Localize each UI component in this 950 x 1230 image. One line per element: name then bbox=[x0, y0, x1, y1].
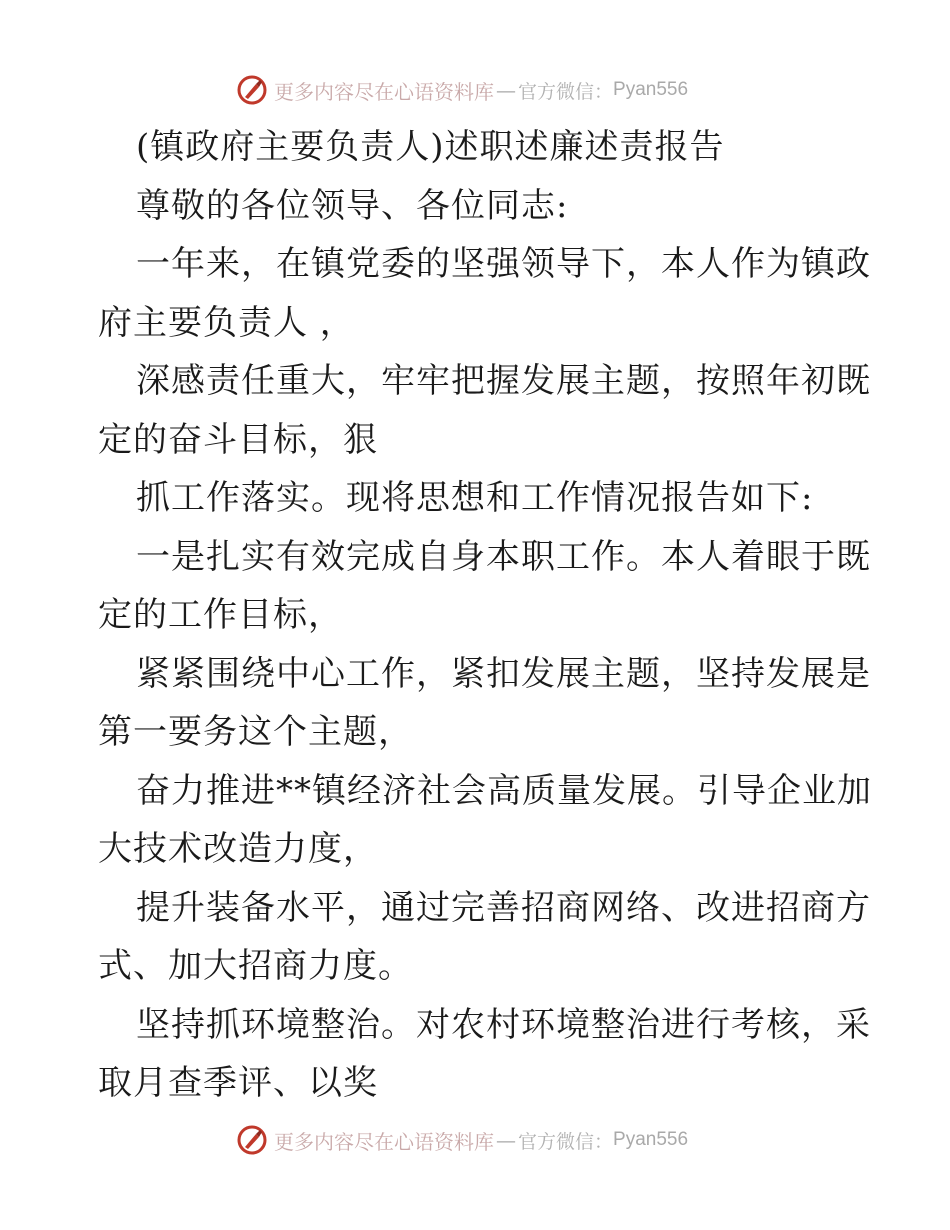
paragraph-line: 定的工作目标， bbox=[98, 595, 343, 635]
watermark-brand: 更多内容尽在心语资料库 bbox=[274, 1129, 494, 1154]
watermark-wechat-id: Pyan556 bbox=[613, 1129, 689, 1150]
paragraph-line: 提升装备水平，通过完善招商网络、改进招商方 bbox=[136, 887, 871, 928]
watermark-wechat-id: Pyan556 bbox=[613, 79, 689, 100]
paragraph-line: 一年来，在镇党委的坚强领导下，本人作为镇政 bbox=[136, 244, 871, 284]
paragraph-line: 抓工作落实。现将思想和工作情况报告如下: bbox=[136, 478, 814, 518]
paragraph-line: 奋力推进**镇经济社会高质量发展。引导企业加 bbox=[136, 770, 872, 811]
watermark-official-label: 官方微信： bbox=[518, 1130, 614, 1153]
salutation: 尊敬的各位领导、各位同志: bbox=[136, 185, 569, 226]
paragraph-line: 一是扎实有效完成自身本职工作。本人着眼于既 bbox=[136, 536, 871, 577]
watermark-official-label: 官方微信： bbox=[518, 80, 614, 103]
header-watermark bbox=[236, 72, 688, 108]
paragraph-line: 取月查季评、以奖 bbox=[98, 1063, 378, 1103]
watermark-dash: — bbox=[496, 1128, 516, 1152]
footer-watermark bbox=[236, 1122, 688, 1158]
pen-logo-icon bbox=[236, 1124, 268, 1156]
paragraph-line: 府主要负责人 ， bbox=[98, 302, 355, 343]
paragraph-line: 第一要务这个主题， bbox=[98, 712, 413, 752]
watermark-brand: 更多内容尽在心语资料库 bbox=[274, 79, 494, 104]
paragraph-line: 紧紧围绕中心工作，紧扣发展主题，坚持发展是 bbox=[136, 653, 871, 694]
pen-logo-icon bbox=[236, 74, 268, 106]
paragraph-line: 坚持抓环境整治。对农村环境整治进行考核，采 bbox=[136, 1004, 871, 1045]
watermark-dash: — bbox=[496, 78, 516, 102]
paragraph-line: 定的奋斗目标，狠 bbox=[98, 419, 378, 460]
document-title: (镇政府主要负责人)述职述廉述责报告 bbox=[136, 127, 725, 167]
paragraph-line: 深感责任重大，牢牢把握发展主题，按照年初既 bbox=[136, 361, 871, 401]
document-body bbox=[98, 118, 872, 1113]
paragraph-line: 大技术改造力度， bbox=[98, 829, 378, 869]
paragraph-line: 式、加大招商力度。 bbox=[98, 946, 413, 986]
